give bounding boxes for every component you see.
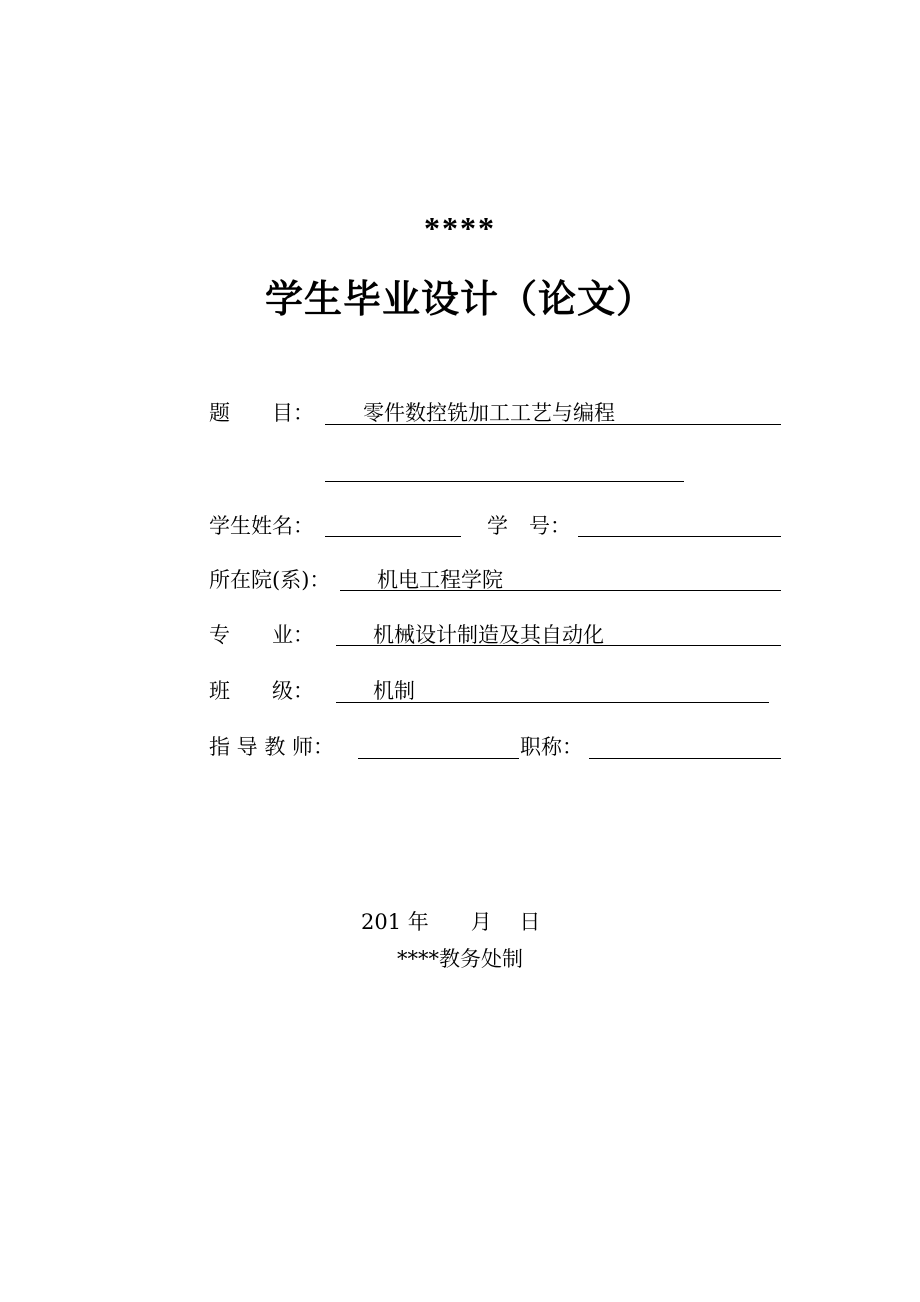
class-value: 机制 bbox=[373, 679, 415, 703]
department-label: 所在院(系)： bbox=[209, 568, 331, 592]
title-rank-underline[interactable] bbox=[589, 758, 781, 759]
document-title: 学生毕业设计（论文） bbox=[264, 277, 655, 321]
title-rank-label: 职称： bbox=[520, 735, 583, 759]
class-label: 班 级： bbox=[209, 679, 314, 703]
department-value: 机电工程学院 bbox=[377, 568, 503, 592]
major-label: 专 业： bbox=[209, 623, 314, 647]
major-value: 机械设计制造及其自动化 bbox=[373, 623, 604, 647]
advisor-underline[interactable] bbox=[358, 758, 519, 759]
student-name-underline[interactable] bbox=[325, 536, 461, 537]
issuing-office: ****教务处制 bbox=[397, 947, 523, 971]
advisor-label: 指 导 教 师： bbox=[209, 735, 335, 759]
topic-continuation-underline[interactable] bbox=[325, 481, 684, 482]
student-id-underline[interactable] bbox=[578, 536, 781, 537]
institution-placeholder: **** bbox=[424, 210, 496, 246]
student-id-label: 学 号： bbox=[487, 514, 571, 538]
topic-label: 题 目： bbox=[209, 401, 314, 425]
topic-value: 零件数控铣加工工艺与编程 bbox=[363, 401, 615, 425]
date-line: 201 年 月 日 bbox=[361, 910, 541, 934]
student-name-label: 学生姓名： bbox=[209, 514, 314, 538]
